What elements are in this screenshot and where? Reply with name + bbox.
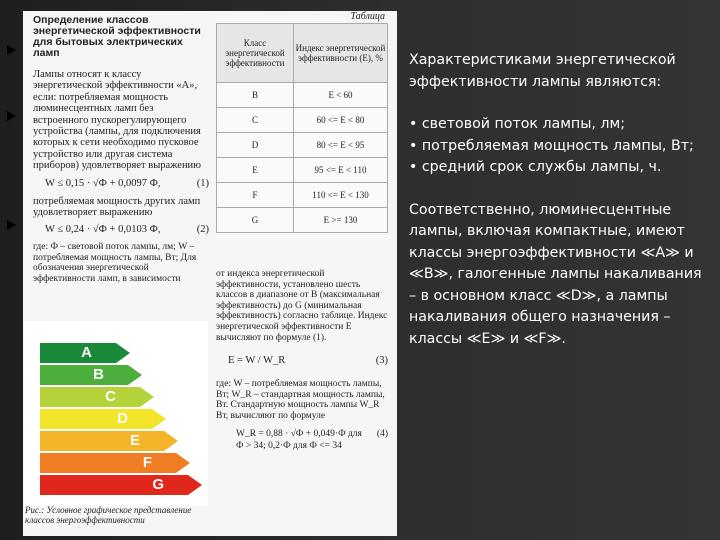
slide-bullet-arrow-icon — [7, 111, 16, 121]
formula-4 — [216, 428, 388, 452]
document-paragraph: от индекса энергетической эффективности, установлено шесть классов в диапазоне от B (максимальная эффективность) до G (минимальная эффективность) согласно таблице. Индекс энергетической эффективности E вычисляют по формуле (1). — [216, 269, 388, 343]
formula-number: (4) — [376, 428, 388, 439]
table-row — [217, 133, 388, 158]
slide-text — [409, 50, 709, 350]
formula-text: W ≤ 0,24 · √Ф + 0,0103 Ф, — [45, 224, 161, 236]
table-cell: 80 <= E < 95 — [294, 133, 388, 158]
bullet-item: • средний срок службы лампы, ч. — [409, 159, 662, 175]
slide-bullet-arrow-icon — [7, 45, 16, 55]
energy-class-bar-b — [40, 365, 128, 385]
table-row — [217, 108, 388, 133]
bar-arrow-icon — [188, 475, 202, 495]
table-cell: 95 <= E < 110 — [294, 158, 388, 183]
document-paragraph: где: Ф – световой поток лампы, лм; W – потребляемая мощность лампы, Вт; Для обозначения энергетической эффективности ламп, в зависимости — [33, 242, 197, 284]
table-cell: E >= 130 — [294, 208, 388, 233]
table-cell: 110 <= E < 130 — [294, 183, 388, 208]
bar-arrow-icon — [152, 409, 166, 429]
energy-class-letter: D — [117, 410, 128, 427]
table-cell: D — [217, 133, 294, 158]
table-cell: F — [217, 183, 294, 208]
energy-class-bar-a — [40, 343, 116, 363]
energy-class-letter: F — [142, 454, 152, 471]
energy-class-letter: B — [93, 366, 104, 383]
formula-number: (1) — [196, 177, 209, 189]
energy-class-table — [216, 23, 388, 233]
slide-heading: Характеристиками энергетической эффективности лампы являются: — [409, 52, 676, 90]
formula-3 — [216, 355, 388, 367]
document-paragraph: потребляемая мощность других ламп удовлетворяет выражению — [33, 195, 201, 219]
bullet-item: • световой поток лампы, лм; — [409, 116, 625, 132]
energy-class-bar-f — [40, 453, 176, 473]
document-paragraph: где: W – потребляемая мощность лампы, Вт; W_R – стандартная мощность лампы, Вт. Стандартную мощность лампы W_R Вт, вычисляют по формуле — [216, 379, 385, 421]
formula-text: E = W / W_R — [228, 355, 286, 367]
table-row — [217, 183, 388, 208]
bullet-item: • потребляемая мощность лампы, Вт; — [409, 137, 694, 154]
formula-1 — [33, 178, 209, 190]
table-cell: G — [217, 208, 294, 233]
energy-class-bar-g — [40, 475, 188, 495]
table-cell: 60 <= E < 80 — [294, 108, 388, 133]
document-left-column — [33, 11, 209, 284]
bar-arrow-icon — [164, 431, 178, 451]
bar-arrow-icon — [128, 365, 142, 385]
document-paragraph: Лампы относят к классу энергетической эффективности «A», если: потребляемая мощность люминесцентных ламп без встроенного пускорегулирующего устройства (лампы, для подключения которых к сети необходимо пусковое устройство или другая система приборов) удовлетворяет выражению — [33, 69, 202, 172]
energy-class-letter: A — [81, 344, 92, 361]
bar-arrow-icon — [140, 387, 154, 407]
table-header: Индекс энергетической эффективности (E), % — [294, 24, 388, 83]
table-cell: E — [217, 158, 294, 183]
table-row — [217, 83, 388, 108]
energy-class-bar-d — [40, 409, 152, 429]
slide-bullet-arrow-icon — [7, 220, 16, 230]
formula-number: (2) — [196, 224, 209, 236]
formula-text: W_R = 0,88 · √Ф + 0,049·Ф для Ф > 34; 0,2·Ф для Ф <= 34 — [236, 428, 362, 451]
energy-class-letter: C — [105, 388, 116, 405]
table-row — [217, 158, 388, 183]
energy-label-chart — [24, 321, 208, 506]
energy-class-bar-e — [40, 431, 164, 451]
table-header: Класс энергетической эффективности — [217, 24, 294, 83]
energy-class-letter: E — [129, 432, 140, 449]
slide-conclusion: Соответственно, люминесцентные лампы, включая компактные, имеют классы энергоэффективности ≪A≫ и ≪B≫, галогенные лампы накаливания – в основном класс ≪D≫, а лампы накаливания общего назначения – классы ≪E≫ и ≪F≫. — [409, 201, 702, 347]
table-cell: E < 60 — [294, 83, 388, 108]
table-cell: B — [217, 83, 294, 108]
energy-class-bar-c — [40, 387, 140, 407]
bar-arrow-icon — [116, 343, 130, 363]
scanned-document — [23, 11, 397, 536]
formula-2 — [33, 224, 209, 236]
table-cell: C — [217, 108, 294, 133]
figure-caption: Рис.: Условное графическое представление классов энергоэффективности — [25, 505, 192, 525]
formula-number: (3) — [375, 355, 388, 367]
document-title: Определение классов энергетической эффективности для бытовых электрических ламп — [33, 14, 201, 59]
formula-text: W ≤ 0,15 · √Ф + 0,0097 Ф, — [45, 177, 161, 189]
table-row — [217, 208, 388, 233]
energy-class-letter: G — [152, 476, 164, 493]
document-right-column — [216, 269, 388, 458]
bar-arrow-icon — [176, 453, 190, 473]
table-caption: Таблица — [350, 11, 385, 22]
